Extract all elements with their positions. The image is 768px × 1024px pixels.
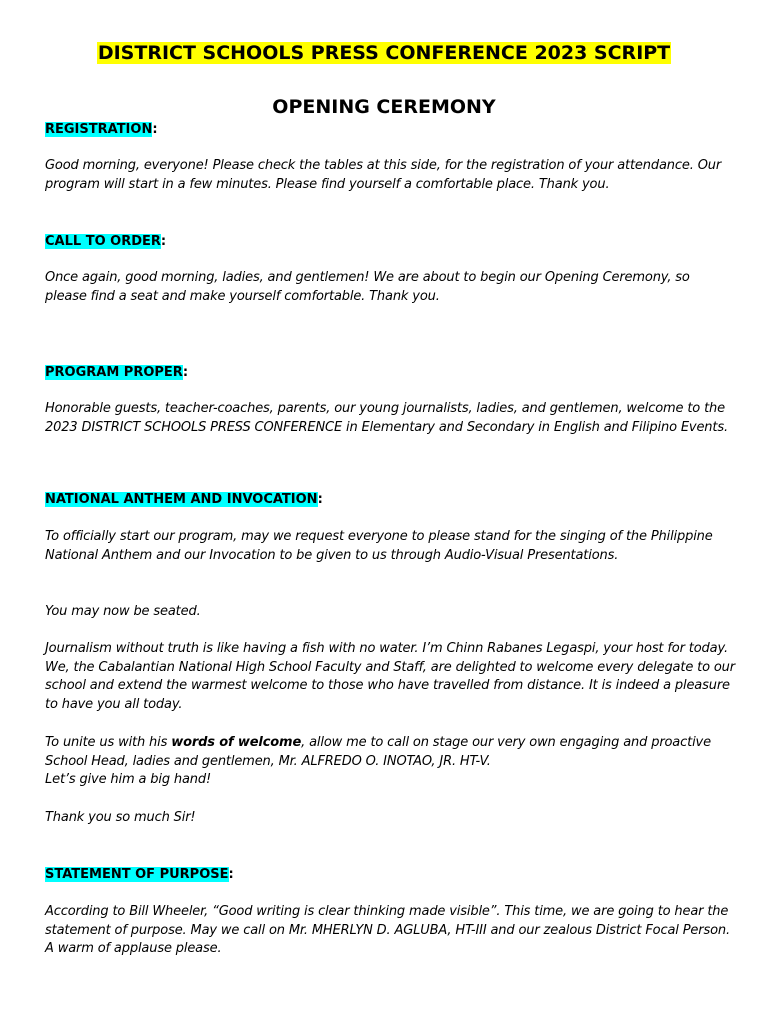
heading-program-proper [45,364,188,382]
welcome-call-line2: Let’s give him a big hand! [45,772,212,788]
heading-colon: : [182,365,189,380]
paragraph-welcome-call [45,734,735,790]
heading-registration [45,121,158,139]
paragraph-seated: You may now be seated. [45,604,201,619]
paragraph-host-intro: Journalism without truth is like having a fish with no water. I’m Chinn Rabanes Legaspi, your host for today. We, the Cabalantian National High School Faculty and Staff, are delighted to welcome every delegate to our school and extend the warmest welcome to those who have travelled from distance. It is indeed a pleasure to have you all today. [45,641,735,712]
heading-call-to-order-label: CALL TO ORDER [45,234,161,249]
title-text: DISTRICT SCHOOLS PRESS CONFERENCE 2023 SCRIPT [97,42,671,64]
paragraph-call-to-order: Once again, good morning, ladies, and gentlemen! We are about to begin our Opening Ceremony, so please find a seat and make yourself comfortable. Thank you. [45,270,690,304]
paragraph-registration: Good morning, everyone! Please check the tables at this side, for the registration of your attendance. Our program will start in a few minutes. Please find yourself a comfortable place. Thank you. [45,158,722,192]
words-of-welcome-emphasis: words of welcome [171,735,302,750]
welcome-call-post: , allow me to call on stage our very own engaging and proactive School Head, ladies and gentlemen, Mr. ALFREDO O. INOTAO, JR. HT-V. [45,735,711,769]
heading-statement-of-purpose [45,866,234,884]
heading-colon: : [317,492,323,507]
heading-program-proper-label: PROGRAM PROPER [45,365,183,380]
paragraph-thank-you: Thank you so much Sir! [45,810,196,825]
heading-call-to-order [45,233,166,251]
heading-anthem-invocation [45,491,323,509]
heading-anthem-invocation-label: NATIONAL ANTHEM AND INVOCATION [45,492,318,507]
paragraph-program-proper: Honorable guests, teacher-coaches, parents, our young journalists, ladies, and gentlemen, welcome to the 2023 DISTRICT SCHOOLS PRESS CONFERENCE in Elementary and Secondary in English and Filipino Events. [45,401,728,435]
document-title [0,40,768,66]
heading-statement-of-purpose-label: STATEMENT OF PURPOSE [45,867,229,882]
section-subtitle: OPENING CEREMONY [272,96,496,118]
heading-registration-label: REGISTRATION [45,122,153,137]
heading-colon: : [228,867,234,882]
heading-colon: : [152,122,158,137]
paragraph-anthem: To officially start our program, may we request everyone to please stand for the singing of the Philippine National Anthem and our Invocation to be given to us through Audio-Visual Presentations. [45,529,713,563]
paragraph-statement-of-purpose: According to Bill Wheeler, “Good writing is clear thinking made visible”. This time, we are going to hear the statement of purpose. May we call on Mr. MHERLYN D. AGLUBA, HT-III and our zealous District Focal Person. A warm of applause please. [45,904,730,957]
heading-colon: : [160,234,167,249]
welcome-call-pre: To unite us with his [45,735,172,750]
